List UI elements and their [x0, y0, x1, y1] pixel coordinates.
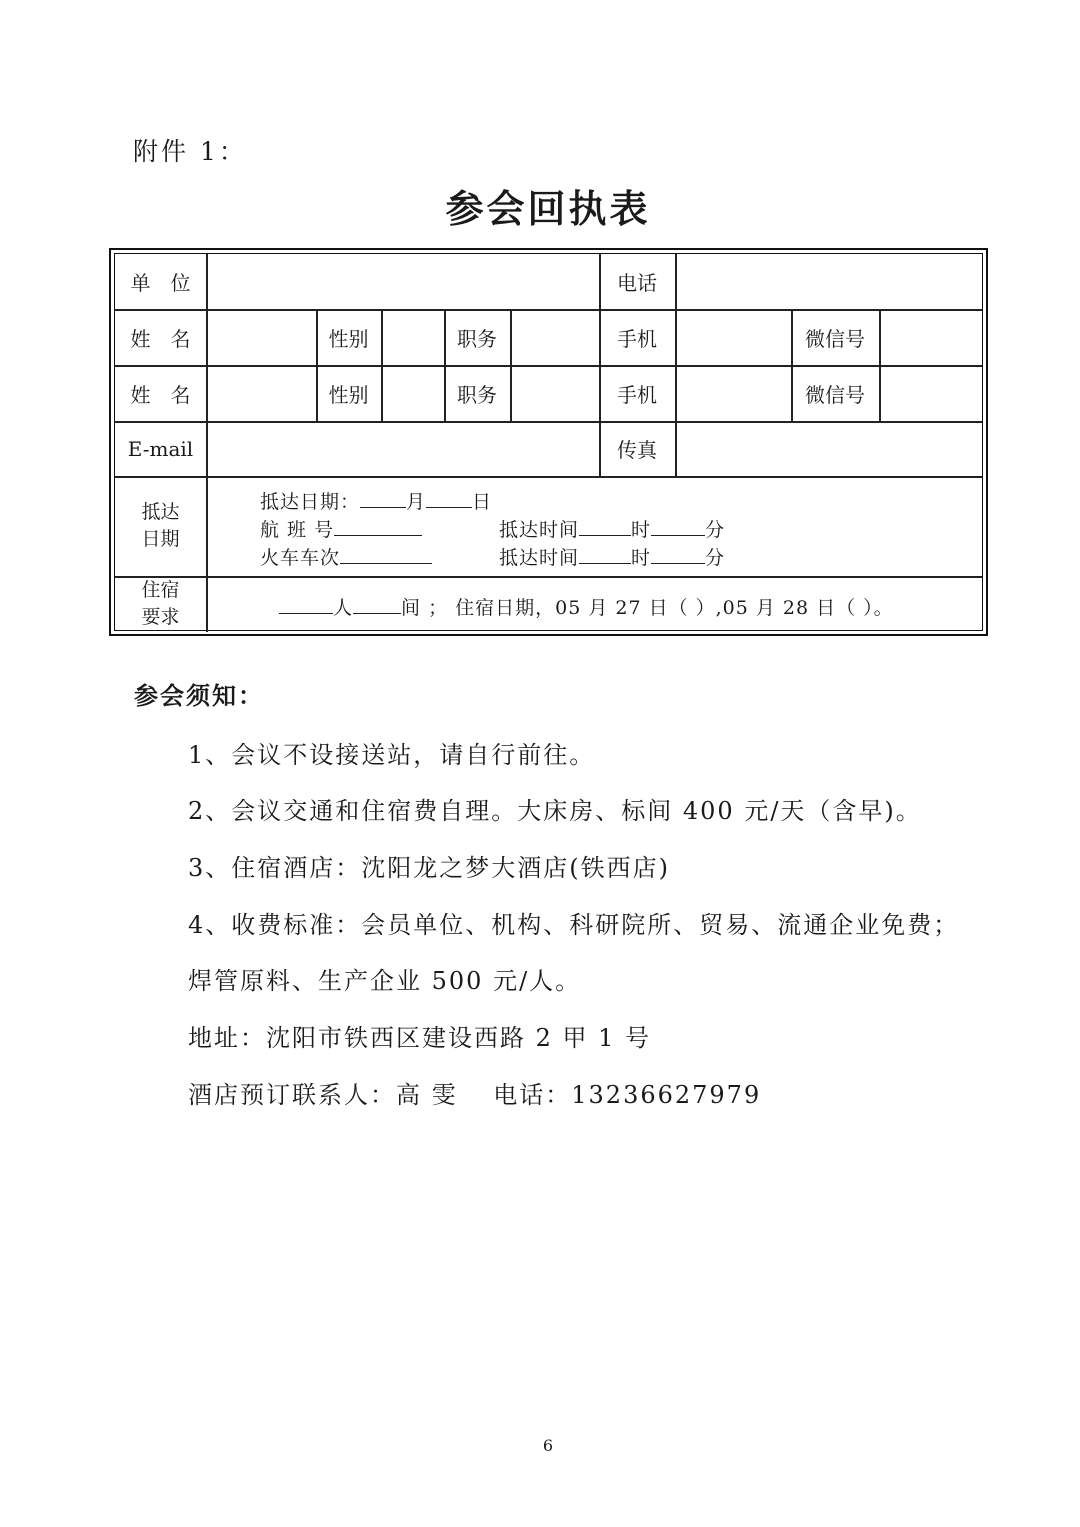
- train-arrival-time: [499, 543, 725, 570]
- name-input-2[interactable]: [208, 367, 315, 420]
- flight-arrival-time: [499, 515, 725, 542]
- wechat-label: 微信号: [805, 382, 865, 407]
- train-line: [260, 543, 432, 570]
- minute-unit: 分: [705, 547, 726, 569]
- arrival-label-line2: 日期: [141, 528, 180, 550]
- arrival-label: [115, 476, 206, 576]
- gender-input-2[interactable]: [383, 367, 443, 420]
- position-input-2[interactable]: [512, 367, 598, 420]
- mobile-input-1[interactable]: [677, 311, 790, 364]
- room-count-input[interactable]: [353, 595, 401, 614]
- day-unit: 日: [472, 491, 493, 513]
- wechat-label: 微信号: [805, 326, 865, 351]
- fax-label: 传真: [617, 438, 657, 462]
- name-label: 姓 名: [130, 382, 191, 407]
- address-line: 地址：沈阳市铁西区建设西路 2 甲 1 号: [188, 1024, 652, 1052]
- month-unit: 月: [406, 491, 427, 513]
- lodging-line: [279, 593, 894, 620]
- lodging-label: [115, 576, 206, 632]
- registration-form: [109, 248, 988, 636]
- phone-label: 电话: [617, 271, 657, 295]
- lodging-dates: ； 住宿日期，05 月 27 日（ ）,05 月 28 日（ ）。: [428, 597, 894, 619]
- hour-unit: 时: [631, 547, 652, 569]
- notice-line: 1、会议不设接送站，请自行前往。: [188, 741, 596, 769]
- minute-unit: 分: [705, 519, 726, 541]
- name-label: 姓 名: [130, 326, 191, 351]
- train-label: 火车车次: [260, 547, 341, 569]
- hour-unit: 时: [631, 519, 652, 541]
- email-input[interactable]: [208, 423, 597, 475]
- contact-line: 酒店预订联系人：高 雯 电话：13236627979: [188, 1081, 762, 1109]
- position-label: 职务: [457, 326, 497, 351]
- position-input-1[interactable]: [512, 311, 598, 364]
- lodging-label-line2: 要求: [141, 606, 180, 628]
- flight-hour-input[interactable]: [579, 517, 631, 536]
- arrival-date-prefix: 抵达日期：: [260, 491, 361, 513]
- notice-line: 焊管原料、生产企业 500 元/人。: [188, 967, 582, 995]
- wechat-input-2[interactable]: [881, 367, 982, 420]
- person-unit: 人: [333, 597, 354, 619]
- unit-input[interactable]: [208, 256, 597, 308]
- arrival-label-line1: 抵达: [141, 501, 180, 523]
- notice-line: 3、住宿酒店：沈阳龙之梦大酒店(铁西店): [188, 854, 670, 882]
- page-number: 6: [542, 1436, 554, 1455]
- mobile-label: 手机: [617, 382, 657, 407]
- lodging-label-line1: 住宿: [141, 579, 180, 601]
- fax-input[interactable]: [677, 423, 982, 475]
- mobile-label: 手机: [617, 326, 657, 351]
- train-minute-input[interactable]: [651, 545, 705, 564]
- flight-line: [260, 515, 422, 542]
- unit-label: 单 位: [130, 271, 191, 295]
- flight-label: 航 班 号: [260, 519, 335, 541]
- gender-input-1[interactable]: [383, 311, 443, 364]
- arrival-day-input[interactable]: [426, 489, 472, 508]
- gender-label: 性别: [328, 326, 369, 351]
- mobile-input-2[interactable]: [677, 367, 790, 420]
- email-label: E-mail: [127, 436, 194, 461]
- name-input-1[interactable]: [208, 311, 315, 364]
- arrival-time-label: 抵达时间: [499, 519, 580, 541]
- train-number-input[interactable]: [340, 545, 432, 564]
- arrival-date-line: [260, 487, 492, 514]
- wechat-input-1[interactable]: [881, 311, 982, 364]
- phone-input[interactable]: [677, 256, 982, 308]
- notice-line: 4、收费标准：会员单位、机构、科研院所、贸易、流通企业免费；: [188, 911, 960, 939]
- train-hour-input[interactable]: [579, 545, 631, 564]
- row-divider: [115, 476, 982, 478]
- flight-number-input[interactable]: [334, 517, 422, 536]
- notice-title: 参会须知：: [134, 682, 264, 710]
- page-title: 参会回执表: [445, 187, 651, 231]
- gender-label: 性别: [328, 382, 369, 407]
- row-divider: [115, 576, 982, 578]
- person-count-input[interactable]: [279, 595, 333, 614]
- arrival-month-input[interactable]: [360, 489, 406, 508]
- notice-line: 2、会议交通和住宿费自理。大床房、标间 400 元/天（含早)。: [188, 797, 922, 825]
- form-grid: [114, 253, 983, 631]
- arrival-time-label: 抵达时间: [499, 547, 580, 569]
- flight-minute-input[interactable]: [651, 517, 705, 536]
- attachment-label: 附件 1：: [133, 137, 247, 166]
- room-unit: 间: [401, 597, 422, 619]
- position-label: 职务: [457, 382, 497, 407]
